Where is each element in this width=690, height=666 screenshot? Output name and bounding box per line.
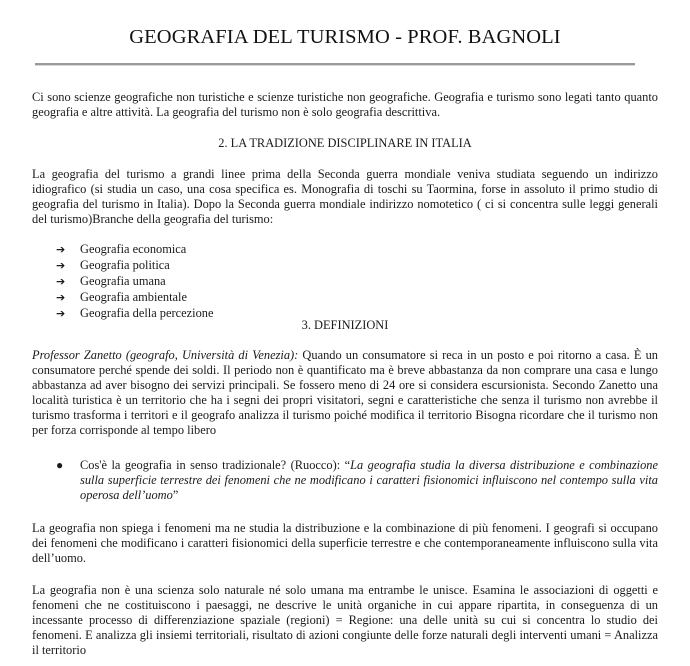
section-heading-definizioni: 3. DEFINIZIONI	[301, 318, 389, 332]
bullet-dot-icon: ●	[56, 458, 64, 472]
arrow-right-icon: ➔	[56, 258, 66, 272]
list-item: ➔ Geografia ambientale	[56, 289, 187, 304]
scienza-paragraph: La geografia non è una scienza solo naturale né solo umana ma entrambe le unisce. Esamina le associazioni di oggetti e fenomeni che ne costituiscono i paesaggi, ne descrive le unità organiche in cui appare ripartita, in conseguenza di un incessante processo di differenziazione spaziale (regioni) = Regione: una delle unità su cui si concentra lo studio dei fenomeni. E analizza gli insiemi territoriali, risultato di azioni congiunte delle forze naturali degli interventi umani = Analizza il territorio	[32, 583, 658, 657]
arrow-right-icon: ➔	[56, 290, 66, 304]
ruocco-bullet	[56, 458, 658, 503]
arrow-right-icon: ➔	[56, 306, 66, 320]
branche-list	[56, 242, 213, 322]
list-item: ➔ Geografia politica	[56, 257, 170, 272]
document-title: GEOGRAFIA DEL TURISMO - PROF. BAGNOLI	[129, 26, 561, 48]
list-item: ➔ Geografia economica	[56, 242, 187, 256]
zanetto-body: Quando un consumatore si reca in un posto e poi ritorno a casa. È un consumatore perché spende dei soldi. Il periodo non è quantificato ma è breve abbastanza da non comprare una casa e lungo abbastanza ad aver bisogno dei servizi principali. Se fossero meno di 24 ore si considera escursionista. Secondo Zanetto una località turistica è un territorio che ha i segni dei propri visitatori, segni e caratteristiche che senza il turismo non avrebbe il turismo trasforma i territori e il geografo analizza il turismo poiché modifica il territorio Bisogna ricordare che il turismo non per forza corrisponde al tempo libero	[32, 348, 658, 437]
distribuzione-paragraph: La geografia non spiega i fenomeni ma ne studia la distribuzione e la combinazione di più fenomeni. I geografi si occupano dei fenomeni che modificano i caratteri fisionomici della superficie terrestre e che contemporaneamente influiscono sulla vita dell’uomo.	[32, 521, 658, 565]
tradizione-paragraph: La geografia del turismo a grandi linee prima della Seconda guerra mondiale veniva studiata seguendo un indirizzo idiografico (si studia un caso, una cosa specifica es. Monografia di toschi su Taormina, forse in assoluto il primo studio di geografia del turismo in Italia). Dopo la Seconda guerra mondiale indirizzo nomotetico ( ci si concentra sulle leggi generali del turismo)Branche della geografia del turismo:	[32, 167, 658, 226]
list-item: ➔ Geografia della percezione	[56, 305, 214, 320]
zanetto-lead: Professor Zanetto (geografo, Università di Venezia):	[32, 348, 299, 362]
arrow-right-icon: ➔	[56, 243, 66, 256]
ruocco-text: Cos'è la geografia in senso tradizionale? (Ruocco): “La geografia studia la diversa distribuzione e combinazione sulla superficie terrestre dei fenomeni che ne modificano i caratteri fisionomici influiscono nel contempo sulla vita operosa dell’uomo”	[80, 458, 658, 502]
zanetto-paragraph	[32, 348, 658, 437]
intro-paragraph: Ci sono scienze geografiche non turistiche e scienze turistiche non geografiche. Geografia e turismo sono legati tanto quanto geografia e altre attività. La geografia del turismo non è solo geografia descrittiva.	[32, 90, 658, 119]
arrow-right-icon: ➔	[56, 274, 66, 288]
ruocco-quote: La geografia studia la diversa distribuzione e combinazione sulla superficie terrestre dei fenomeni che ne modificano i caratteri fisionomici influiscono nel contempo sulla vita operosa dell’uomo	[80, 458, 658, 502]
section-heading-tradizione: 2. LA TRADIZIONE DISCIPLINARE IN ITALIA	[218, 136, 472, 150]
list-item: ➔ Geografia umana	[56, 273, 166, 288]
title-divider	[35, 63, 635, 66]
